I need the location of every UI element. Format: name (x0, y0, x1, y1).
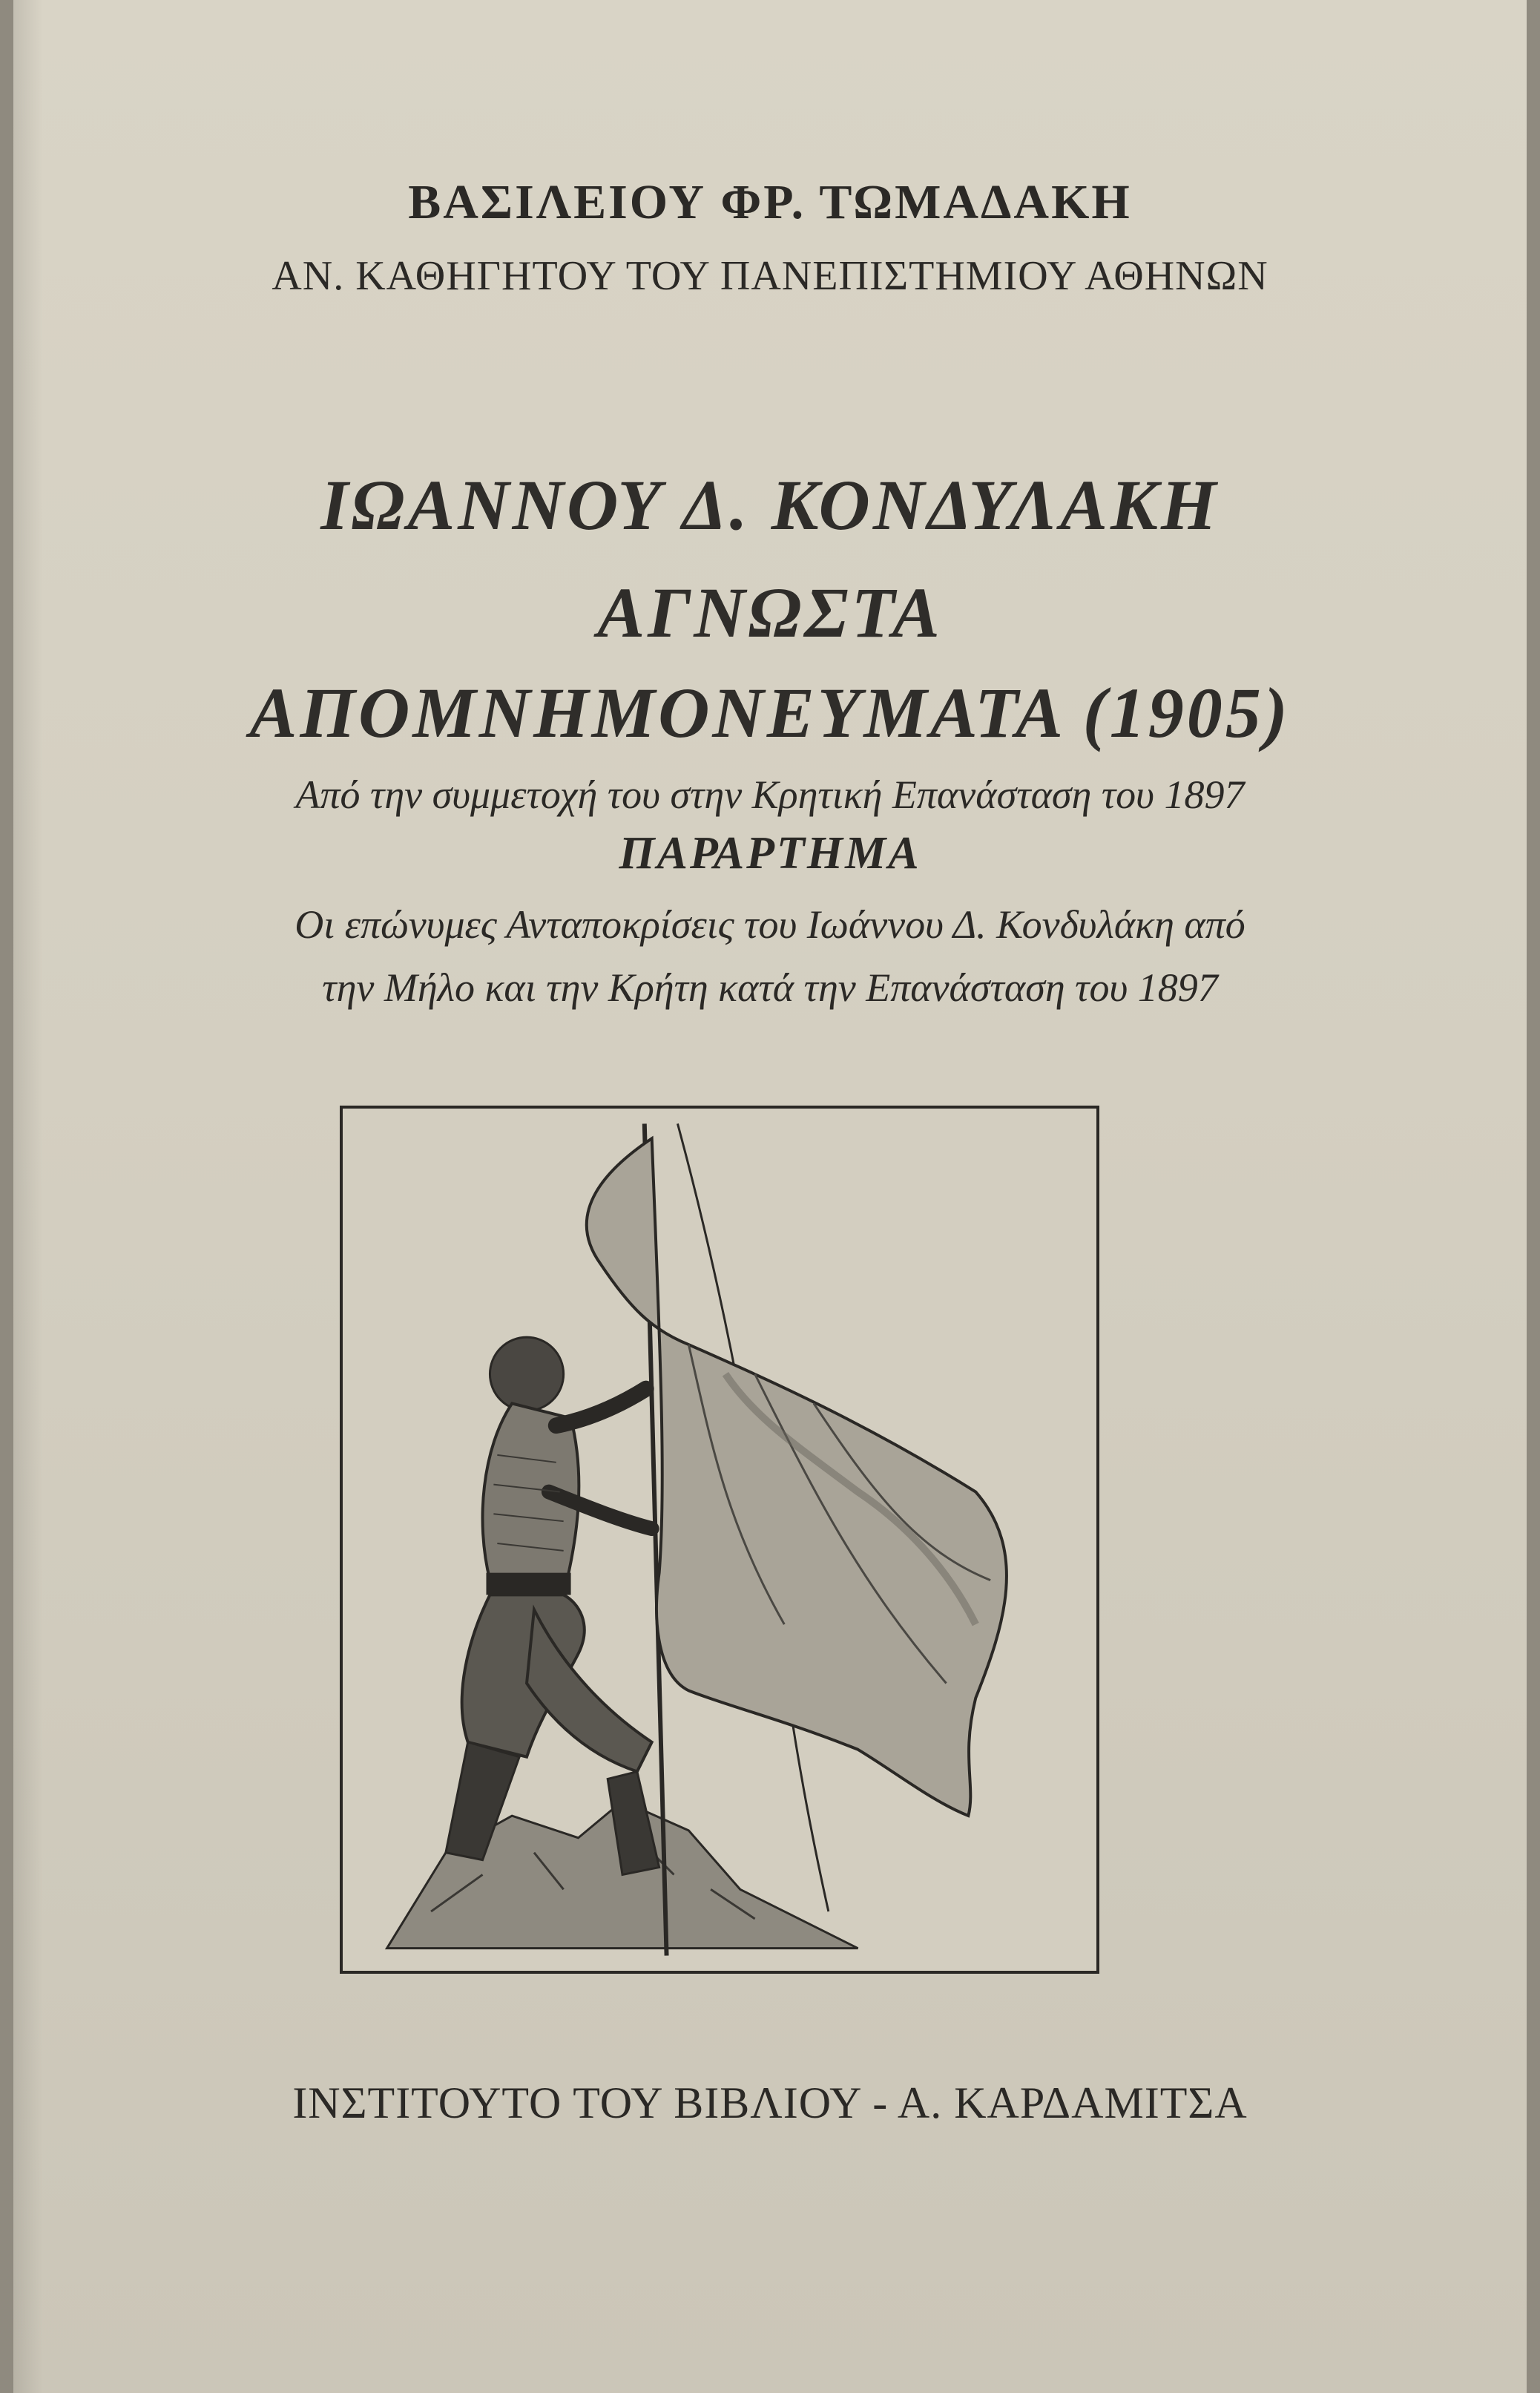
appendix-heading: ΠΑΡΑΡΤΗΜΑ (619, 828, 921, 879)
appendix-description-line-2: την Μήλο και την Κρήτη κατά την Επανάσταση του 1897 (322, 965, 1218, 1010)
title-line-3: ΑΠΟΜΝΗΜΟΝΕΥΜΑΤΑ (1905) (249, 673, 1291, 752)
title-line-2: ΑΓΝΩΣΤΑ (597, 573, 943, 652)
author-name: ΒΑΣΙΛΕΙΟΥ ΦΡ. ΤΩΜΑΔΑΚΗ (408, 175, 1132, 229)
publisher-name: ΙΝΣΤΙΤΟΥΤΟ ΤΟΥ ΒΙΒΛΙΟΥ - Α. ΚΑΡΔΑΜΙΤΣΑ (292, 2078, 1248, 2127)
author-affiliation: ΑΝ. ΚΑΘΗΓΗΤΟΥ ΤΟΥ ΠΑΝΕΠΙΣΤΗΜΙΟΥ ΑΘΗΝΩΝ (272, 253, 1268, 299)
flag-bearer-icon (343, 1109, 1096, 1971)
subtitle: Από την συμμετοχή του στην Κρητική Επανάσταση του 1897 (295, 772, 1245, 817)
appendix-description-line-1: Οι επώνυμες Ανταποκρίσεις του Ιωάννου Δ. Κονδυλάκη από (294, 902, 1246, 947)
book-cover (13, 0, 1527, 2393)
title-line-1: ΙΩΑΝΝΟΥ Δ. ΚΟΝΔΥΛΑΚΗ (320, 465, 1220, 545)
flag-bearer-illustration (340, 1106, 1099, 1974)
cover-edge-shadow (13, 0, 43, 2393)
